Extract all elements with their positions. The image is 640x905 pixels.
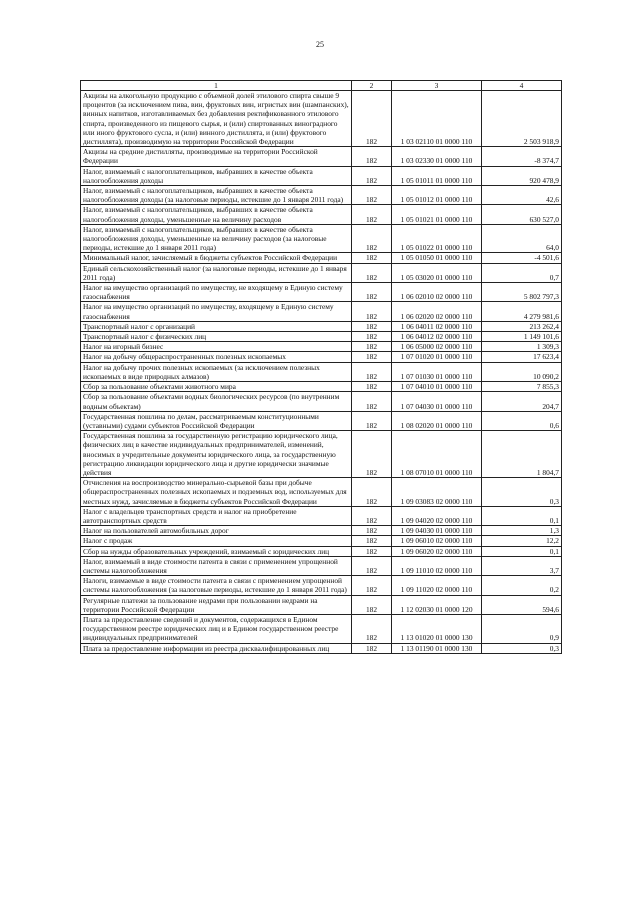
table-row (81, 91, 562, 147)
row-amount: 3,7 (482, 556, 562, 575)
row-budget-code: 1 05 01022 01 0000 110 (392, 224, 482, 253)
table-row (81, 595, 562, 614)
row-admin-code: 182 (352, 546, 392, 556)
row-budget-code: 1 06 05000 02 0000 110 (392, 342, 482, 352)
table-row (81, 431, 562, 478)
row-amount: 64,0 (482, 224, 562, 253)
row-amount: 920 478,9 (482, 166, 562, 185)
row-budget-code: 1 13 01020 01 0000 130 (392, 614, 482, 643)
row-budget-code: 1 09 11010 02 0000 110 (392, 556, 482, 575)
column-header-admin: 2 (352, 81, 392, 91)
row-name: Государственная пошлина за государственную регистрацию юридического лица, физических лиц в качестве индивидуальных предпринимателей, изменений, вносимых в учредительные документы юридического лица, за государственную регистрацию ликвидации юридического лица и другие юридически значимые действия (81, 431, 352, 478)
row-admin-code: 182 (352, 302, 392, 321)
row-name: Налоги, взимаемые в виде стоимости патента в связи с применением упрощенной системы налогообложения (за налоговые периоды, истекшие до 1 января 2011 года) (81, 576, 352, 595)
row-budget-code: 1 09 11020 02 0000 110 (392, 576, 482, 595)
row-amount: 1 149 101,6 (482, 332, 562, 342)
table-row (81, 205, 562, 224)
row-amount: 1,3 (482, 526, 562, 536)
column-header-amount: 4 (482, 81, 562, 91)
row-amount: 0,9 (482, 614, 562, 643)
row-name: Налог на добычу прочих полезных ископаемых (за исключением полезных ископаемых в виде природных алмазов) (81, 362, 352, 381)
table-row (81, 546, 562, 556)
table-row (81, 411, 562, 430)
row-budget-code: 1 09 03083 02 0000 110 (392, 478, 482, 507)
row-amount: 0,3 (482, 643, 562, 653)
row-amount: 7 855,3 (482, 382, 562, 392)
row-name: Транспортный налог с организаций (81, 321, 352, 331)
row-admin-code: 182 (352, 526, 392, 536)
row-admin-code: 182 (352, 263, 392, 282)
page-number: 25 (316, 40, 324, 49)
row-name: Налог на добычу общераспространенных полезных ископаемых (81, 352, 352, 362)
table-row (81, 253, 562, 263)
table-row (81, 263, 562, 282)
row-budget-code: 1 06 02020 02 0000 110 (392, 302, 482, 321)
row-budget-code: 1 07 04030 01 0000 110 (392, 392, 482, 411)
table-row (81, 362, 562, 381)
row-budget-code: 1 06 04012 02 0000 110 (392, 332, 482, 342)
column-header-name: 1 (81, 81, 352, 91)
row-admin-code: 182 (352, 392, 392, 411)
table-row (81, 332, 562, 342)
row-admin-code: 182 (352, 614, 392, 643)
row-budget-code: 1 07 01030 01 0000 110 (392, 362, 482, 381)
table-row (81, 556, 562, 575)
row-admin-code: 182 (352, 431, 392, 478)
table-row (81, 302, 562, 321)
row-name: Плата за предоставление сведений и документов, содержащихся в Едином государственном реестре юридических лиц и в Едином государственном реестре индивидуальных предпринимателей (81, 614, 352, 643)
table-row (81, 506, 562, 525)
row-admin-code: 182 (352, 283, 392, 302)
table-header-row (81, 81, 562, 91)
row-name: Налог с владельцев транспортных средств и налог на приобретение автотранспортных средств (81, 506, 352, 525)
row-budget-code: 1 09 04020 02 0000 110 (392, 506, 482, 525)
table-row (81, 352, 562, 362)
row-name: Налог с продаж (81, 536, 352, 546)
row-name: Сбор за пользование объектами животного мира (81, 382, 352, 392)
table-row (81, 614, 562, 643)
table-row (81, 576, 562, 595)
table-row (81, 382, 562, 392)
table-row (81, 186, 562, 205)
row-admin-code: 182 (352, 506, 392, 525)
table-row (81, 478, 562, 507)
row-admin-code: 182 (352, 166, 392, 185)
row-amount: -8 374,7 (482, 147, 562, 166)
row-amount: 2 503 918,9 (482, 91, 562, 147)
row-admin-code: 182 (352, 91, 392, 147)
row-amount: 12,2 (482, 536, 562, 546)
row-amount: 4 279 981,6 (482, 302, 562, 321)
row-admin-code: 182 (352, 253, 392, 263)
column-header-code: 3 (392, 81, 482, 91)
table-row (81, 321, 562, 331)
row-admin-code: 182 (352, 643, 392, 653)
row-budget-code: 1 09 04030 01 0000 110 (392, 526, 482, 536)
row-amount: 5 802 797,3 (482, 283, 562, 302)
row-admin-code: 182 (352, 411, 392, 430)
row-budget-code: 1 05 01021 01 0000 110 (392, 205, 482, 224)
row-admin-code: 182 (352, 536, 392, 546)
row-budget-code: 1 12 02030 01 0000 120 (392, 595, 482, 614)
row-admin-code: 182 (352, 352, 392, 362)
row-admin-code: 182 (352, 205, 392, 224)
row-amount: -4 501,6 (482, 253, 562, 263)
row-amount: 0,1 (482, 506, 562, 525)
table-row (81, 526, 562, 536)
row-name: Налог на пользователей автомобильных дорог (81, 526, 352, 536)
row-budget-code: 1 03 02330 01 0000 110 (392, 147, 482, 166)
row-budget-code: 1 08 07010 01 0000 110 (392, 431, 482, 478)
table-body (81, 91, 562, 654)
row-budget-code: 1 05 01011 01 0000 110 (392, 166, 482, 185)
row-name: Налог на игорный бизнес (81, 342, 352, 352)
row-name: Акцизы на алкогольную продукцию с объемной долей этилового спирта свыше 9 процентов (за исключением пива, вин, фруктовых вин, игристых вин (шампанских), винных напитков, изготавливаемых без добавления ректификованного этилового спирта, произведенного из пищевого сырья, и (или) спиртованных виноградного или иного фруктового сусла, и (или) винного дистиллята, и (или) фруктового дистиллята), производимую на территории Российской Федерации (81, 91, 352, 147)
row-name: Регулярные платежи за пользование недрами при пользовании недрами на территории Российской Федерации (81, 595, 352, 614)
row-name: Налог, взимаемый с налогоплательщиков, выбравших в качестве объекта налогообложения доходы, уменьшенные на величину расходов (81, 205, 352, 224)
row-budget-code: 1 08 02020 01 0000 110 (392, 411, 482, 430)
table-row (81, 392, 562, 411)
row-name: Единый сельскохозяйственный налог (за налоговые периоды, истекшие до 1 января 2011 года) (81, 263, 352, 282)
row-amount: 42,6 (482, 186, 562, 205)
row-name: Отчисления на воспроизводство минерально-сырьевой базы при добыче общераспространенных полезных ископаемых и подземных вод, используемых для местных нужд, зачисляемые в бюджеты субъектов Российской Федерации (81, 478, 352, 507)
row-admin-code: 182 (352, 478, 392, 507)
row-budget-code: 1 05 01012 01 0000 110 (392, 186, 482, 205)
row-admin-code: 182 (352, 576, 392, 595)
row-admin-code: 182 (352, 362, 392, 381)
row-name: Налог, взимаемый с налогоплательщиков, выбравших в качестве объекта налогообложения доходы (81, 166, 352, 185)
row-amount: 10 090,2 (482, 362, 562, 381)
row-amount: 0,1 (482, 546, 562, 556)
row-budget-code: 1 06 04011 02 0000 110 (392, 321, 482, 331)
table-row (81, 166, 562, 185)
row-budget-code: 1 07 01020 01 0000 110 (392, 352, 482, 362)
row-name: Государственная пошлина по делам, рассматриваемым конституционными (уставными) судами субъектов Российской Федерации (81, 411, 352, 430)
row-budget-code: 1 05 03020 01 0000 110 (392, 263, 482, 282)
table-row (81, 536, 562, 546)
row-amount: 213 262,4 (482, 321, 562, 331)
table-row (81, 283, 562, 302)
row-admin-code: 182 (352, 382, 392, 392)
row-name: Налог, взимаемый с налогоплательщиков, выбравших в качестве объекта налогообложения доходы (за налоговые периоды, истекшие до 1 января 2011 года) (81, 186, 352, 205)
row-name: Транспортный налог с физических лиц (81, 332, 352, 342)
table-row (81, 147, 562, 166)
table-row (81, 224, 562, 253)
row-amount: 594,6 (482, 595, 562, 614)
row-amount: 17 623,4 (482, 352, 562, 362)
row-budget-code: 1 06 02010 02 0000 110 (392, 283, 482, 302)
row-admin-code: 182 (352, 556, 392, 575)
row-budget-code: 1 09 06020 02 0000 110 (392, 546, 482, 556)
row-name: Налог, взимаемый с налогоплательщиков, выбравших в качестве объекта налогообложения доходы, уменьшенные на величину расходов (за налоговые периоды, истекшие до 1 января 2011 года) (81, 224, 352, 253)
revenue-table (80, 80, 562, 654)
row-name: Минимальный налог, зачисляемый в бюджеты субъектов Российской Федерации (81, 253, 352, 263)
row-name: Налог на имущество организаций по имуществу, не входящему в Единую систему газоснабжения (81, 283, 352, 302)
row-amount: 0,6 (482, 411, 562, 430)
row-admin-code: 182 (352, 342, 392, 352)
row-amount: 1 804,7 (482, 431, 562, 478)
row-admin-code: 182 (352, 332, 392, 342)
row-budget-code: 1 13 01190 01 0000 130 (392, 643, 482, 653)
row-name: Сбор на нужды образовательных учреждений, взимаемый с юридических лиц (81, 546, 352, 556)
table-row (81, 342, 562, 352)
row-name: Налог, взимаемый в виде стоимости патента в связи с применением упрощенной системы налогообложения (81, 556, 352, 575)
row-name: Плата за предоставление информации из реестра дисквалифицированных лиц (81, 643, 352, 653)
row-admin-code: 182 (352, 147, 392, 166)
row-budget-code: 1 09 06010 02 0000 110 (392, 536, 482, 546)
row-budget-code: 1 05 01050 01 0000 110 (392, 253, 482, 263)
row-name: Акцизы на средние дистилляты, производимые на территории Российской Федерации (81, 147, 352, 166)
row-admin-code: 182 (352, 224, 392, 253)
row-admin-code: 182 (352, 186, 392, 205)
row-amount: 0,3 (482, 478, 562, 507)
row-admin-code: 182 (352, 595, 392, 614)
row-amount: 0,2 (482, 576, 562, 595)
row-amount: 204,7 (482, 392, 562, 411)
row-amount: 0,7 (482, 263, 562, 282)
row-amount: 1 309,3 (482, 342, 562, 352)
table-row (81, 643, 562, 653)
row-budget-code: 1 07 04010 01 0000 110 (392, 382, 482, 392)
row-amount: 630 527,0 (482, 205, 562, 224)
row-admin-code: 182 (352, 321, 392, 331)
row-budget-code: 1 03 02110 01 0000 110 (392, 91, 482, 147)
row-name: Налог на имущество организаций по имуществу, входящему в Единую систему газоснабжения (81, 302, 352, 321)
row-name: Сбор за пользование объектами водных биологических ресурсов (по внутренним водным объектам) (81, 392, 352, 411)
